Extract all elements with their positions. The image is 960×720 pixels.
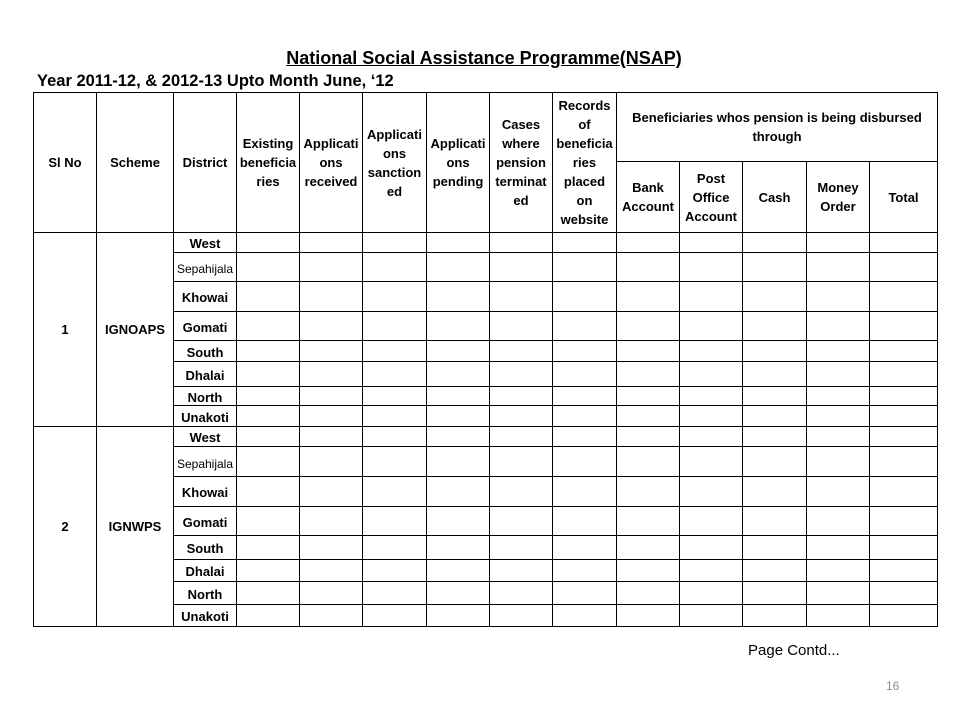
cell-applications-sanctioned [363, 253, 427, 282]
cell-cash [743, 282, 807, 312]
cell-post-office-account [680, 605, 743, 627]
header-disbursed-through: Beneficiaries whos pension is being disbursed through [617, 93, 938, 162]
cell-bank-account [617, 605, 680, 627]
header-cases-terminated: Cases where pension terminat ed [490, 93, 553, 233]
cell-money-order [807, 341, 870, 362]
cell-applications-sanctioned [363, 362, 427, 387]
cell-existing-beneficiaries [237, 312, 300, 341]
cell-money-order [807, 447, 870, 477]
cell-records-on-website [553, 477, 617, 507]
cell-records-on-website [553, 507, 617, 536]
cell-money-order [807, 507, 870, 536]
cell-existing-beneficiaries [237, 427, 300, 447]
header-bank-account: Bank Account [617, 162, 680, 233]
cell-cases-terminated [490, 282, 553, 312]
cell-applications-received [300, 341, 363, 362]
cell-applications-pending [427, 536, 490, 560]
cell-records-on-website [553, 406, 617, 427]
cell-applications-received [300, 582, 363, 605]
cell-bank-account [617, 362, 680, 387]
page-contd-note: Page Contd... [748, 642, 840, 659]
cell-cases-terminated [490, 477, 553, 507]
cell-post-office-account [680, 282, 743, 312]
district-cell: Dhalai [174, 362, 237, 387]
cell-cash [743, 536, 807, 560]
cell-applications-sanctioned [363, 312, 427, 341]
cell-applications-received [300, 427, 363, 447]
cell-applications-pending [427, 605, 490, 627]
cell-cases-terminated [490, 387, 553, 406]
cell-money-order [807, 312, 870, 341]
district-cell: West [174, 233, 237, 253]
district-cell: Unakoti [174, 406, 237, 427]
cell-applications-sanctioned [363, 282, 427, 312]
cell-applications-pending [427, 312, 490, 341]
district-cell: Khowai [174, 282, 237, 312]
cell-existing-beneficiaries [237, 387, 300, 406]
cell-existing-beneficiaries [237, 341, 300, 362]
title-wrap [0, 47, 960, 69]
cell-bank-account [617, 341, 680, 362]
cell-total [870, 447, 938, 477]
cell-applications-sanctioned [363, 536, 427, 560]
cell-applications-received [300, 477, 363, 507]
cell-cash [743, 362, 807, 387]
cell-post-office-account [680, 362, 743, 387]
cell-total [870, 312, 938, 341]
cell-cash [743, 447, 807, 477]
cell-records-on-website [553, 536, 617, 560]
cell-bank-account [617, 560, 680, 582]
cell-cash [743, 253, 807, 282]
district-cell: Sepahijala [174, 447, 237, 477]
cell-money-order [807, 233, 870, 253]
cell-records-on-website [553, 387, 617, 406]
cell-total [870, 233, 938, 253]
cell-cash [743, 312, 807, 341]
cell-existing-beneficiaries [237, 233, 300, 253]
district-cell: Sepahijala [174, 253, 237, 282]
cell-applications-sanctioned [363, 406, 427, 427]
cell-bank-account [617, 427, 680, 447]
cell-bank-account [617, 282, 680, 312]
district-cell: Gomati [174, 312, 237, 341]
cell-existing-beneficiaries [237, 477, 300, 507]
cell-existing-beneficiaries [237, 582, 300, 605]
cell-cases-terminated [490, 427, 553, 447]
cell-total [870, 341, 938, 362]
cell-cases-terminated [490, 507, 553, 536]
header-applications-received: Applicati ons received [300, 93, 363, 233]
cell-bank-account [617, 387, 680, 406]
cell-post-office-account [680, 312, 743, 341]
cell-money-order [807, 406, 870, 427]
cell-post-office-account [680, 387, 743, 406]
cell-records-on-website [553, 341, 617, 362]
cell-post-office-account [680, 233, 743, 253]
cell-existing-beneficiaries [237, 507, 300, 536]
district-cell: South [174, 536, 237, 560]
cell-applications-pending [427, 253, 490, 282]
cell-money-order [807, 427, 870, 447]
cell-post-office-account [680, 447, 743, 477]
cell-post-office-account [680, 560, 743, 582]
district-cell: North [174, 582, 237, 605]
cell-post-office-account [680, 406, 743, 427]
nsap-table [33, 92, 938, 627]
header-records-on-website: Records of beneficia ries placed on website [553, 93, 617, 233]
cell-total [870, 253, 938, 282]
sl-no-cell: 1 [34, 233, 97, 427]
cell-money-order [807, 536, 870, 560]
cell-applications-sanctioned [363, 477, 427, 507]
header-scheme: Scheme [97, 93, 174, 233]
cell-total [870, 427, 938, 447]
cell-bank-account [617, 253, 680, 282]
cell-applications-pending [427, 427, 490, 447]
scheme-cell: IGNOAPS [97, 233, 174, 427]
cell-cash [743, 605, 807, 627]
cell-post-office-account [680, 507, 743, 536]
cell-total [870, 282, 938, 312]
cell-cash [743, 341, 807, 362]
cell-money-order [807, 387, 870, 406]
cell-cases-terminated [490, 582, 553, 605]
cell-existing-beneficiaries [237, 605, 300, 627]
cell-applications-sanctioned [363, 605, 427, 627]
sl-no-cell: 2 [34, 427, 97, 627]
scheme-cell: IGNWPS [97, 427, 174, 627]
cell-applications-received [300, 312, 363, 341]
cell-cases-terminated [490, 536, 553, 560]
cell-post-office-account [680, 536, 743, 560]
cell-total [870, 387, 938, 406]
cell-applications-received [300, 282, 363, 312]
cell-records-on-website [553, 605, 617, 627]
district-cell: North [174, 387, 237, 406]
cell-money-order [807, 362, 870, 387]
cell-applications-pending [427, 341, 490, 362]
district-cell: Gomati [174, 507, 237, 536]
cell-bank-account [617, 406, 680, 427]
cell-cases-terminated [490, 406, 553, 427]
cell-applications-received [300, 387, 363, 406]
cell-applications-sanctioned [363, 427, 427, 447]
cell-records-on-website [553, 582, 617, 605]
cell-cases-terminated [490, 253, 553, 282]
cell-bank-account [617, 582, 680, 605]
cell-total [870, 406, 938, 427]
cell-applications-sanctioned [363, 233, 427, 253]
district-cell: Dhalai [174, 560, 237, 582]
cell-applications-received [300, 406, 363, 427]
cell-applications-pending [427, 477, 490, 507]
cell-money-order [807, 605, 870, 627]
cell-cases-terminated [490, 233, 553, 253]
cell-applications-pending [427, 560, 490, 582]
cell-applications-pending [427, 406, 490, 427]
cell-existing-beneficiaries [237, 536, 300, 560]
cell-money-order [807, 282, 870, 312]
cell-total [870, 507, 938, 536]
cell-existing-beneficiaries [237, 362, 300, 387]
cell-bank-account [617, 536, 680, 560]
cell-applications-received [300, 605, 363, 627]
cell-post-office-account [680, 477, 743, 507]
cell-cash [743, 427, 807, 447]
district-cell: Unakoti [174, 605, 237, 627]
header-money-order: Money Order [807, 162, 870, 233]
cell-money-order [807, 582, 870, 605]
cell-cases-terminated [490, 605, 553, 627]
cell-bank-account [617, 312, 680, 341]
cell-cash [743, 507, 807, 536]
cell-records-on-website [553, 447, 617, 477]
cell-applications-received [300, 536, 363, 560]
cell-cases-terminated [490, 341, 553, 362]
cell-cash [743, 477, 807, 507]
cell-cash [743, 560, 807, 582]
header-existing-beneficiaries: Existing beneficia ries [237, 93, 300, 233]
cell-records-on-website [553, 427, 617, 447]
cell-post-office-account [680, 341, 743, 362]
cell-applications-sanctioned [363, 507, 427, 536]
cell-total [870, 477, 938, 507]
cell-applications-received [300, 507, 363, 536]
cell-applications-received [300, 447, 363, 477]
cell-applications-received [300, 253, 363, 282]
header-cash: Cash [743, 162, 807, 233]
page-title: National Social Assistance Programme(NSAP) [286, 48, 682, 68]
cell-records-on-website [553, 253, 617, 282]
cell-total [870, 362, 938, 387]
cell-records-on-website [553, 560, 617, 582]
cell-cash [743, 582, 807, 605]
district-cell: South [174, 341, 237, 362]
cell-applications-pending [427, 233, 490, 253]
cell-applications-received [300, 233, 363, 253]
header-applications-sanctioned: Applicati ons sanction ed [363, 93, 427, 233]
cell-applications-pending [427, 282, 490, 312]
header-post-office-account: Post Office Account [680, 162, 743, 233]
cell-cash [743, 387, 807, 406]
cell-money-order [807, 253, 870, 282]
cell-cases-terminated [490, 362, 553, 387]
cell-existing-beneficiaries [237, 253, 300, 282]
cell-total [870, 536, 938, 560]
cell-records-on-website [553, 233, 617, 253]
cell-total [870, 560, 938, 582]
header-applications-pending: Applicati ons pending [427, 93, 490, 233]
header-district: District [174, 93, 237, 233]
cell-applications-sanctioned [363, 341, 427, 362]
cell-bank-account [617, 447, 680, 477]
cell-applications-pending [427, 387, 490, 406]
cell-existing-beneficiaries [237, 406, 300, 427]
cell-cash [743, 233, 807, 253]
cell-applications-pending [427, 582, 490, 605]
district-cell: Khowai [174, 477, 237, 507]
cell-applications-received [300, 362, 363, 387]
cell-cases-terminated [490, 447, 553, 477]
cell-existing-beneficiaries [237, 447, 300, 477]
cell-applications-pending [427, 362, 490, 387]
cell-records-on-website [553, 282, 617, 312]
header-sl-no: Sl No [34, 93, 97, 233]
page-number: 16 [886, 679, 900, 693]
cell-applications-sanctioned [363, 447, 427, 477]
cell-records-on-website [553, 312, 617, 341]
cell-applications-received [300, 560, 363, 582]
cell-applications-sanctioned [363, 582, 427, 605]
cell-records-on-website [553, 362, 617, 387]
cell-post-office-account [680, 427, 743, 447]
cell-cases-terminated [490, 312, 553, 341]
cell-bank-account [617, 477, 680, 507]
cell-cash [743, 406, 807, 427]
cell-post-office-account [680, 582, 743, 605]
cell-applications-pending [427, 507, 490, 536]
cell-bank-account [617, 507, 680, 536]
header-total: Total [870, 162, 938, 233]
cell-existing-beneficiaries [237, 282, 300, 312]
cell-money-order [807, 560, 870, 582]
cell-total [870, 582, 938, 605]
cell-money-order [807, 477, 870, 507]
cell-applications-sanctioned [363, 387, 427, 406]
district-cell: West [174, 427, 237, 447]
cell-existing-beneficiaries [237, 560, 300, 582]
cell-bank-account [617, 233, 680, 253]
cell-total [870, 605, 938, 627]
cell-post-office-account [680, 253, 743, 282]
cell-cases-terminated [490, 560, 553, 582]
cell-applications-pending [427, 447, 490, 477]
page-subtitle: Year 2011-12, & 2012-13 Upto Month June, ‘12 [37, 72, 394, 90]
cell-applications-sanctioned [363, 560, 427, 582]
